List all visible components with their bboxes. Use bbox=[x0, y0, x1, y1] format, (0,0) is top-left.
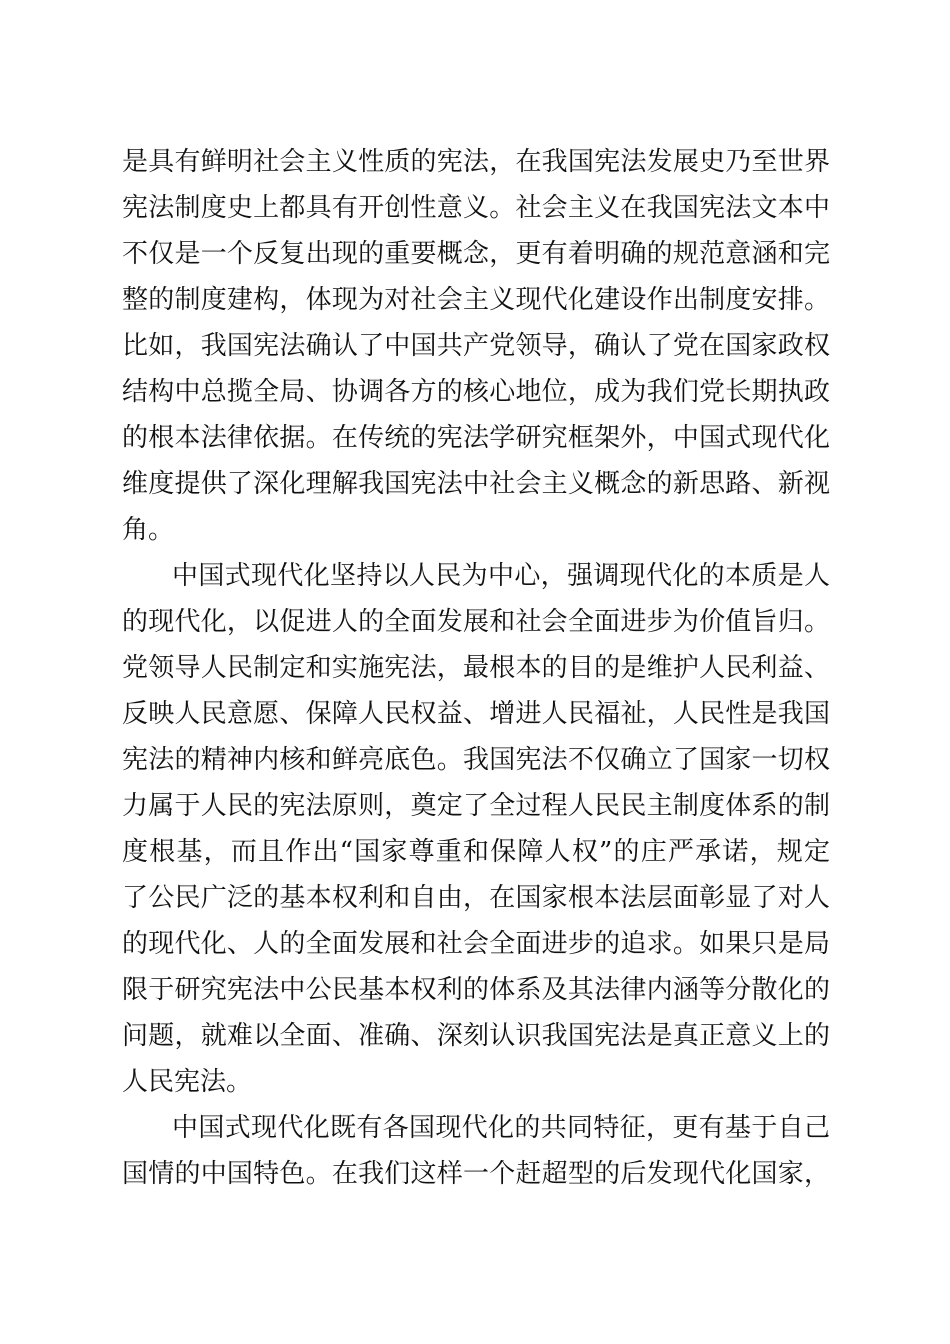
paragraph-1-line-2: 宪法制度史上都具有开创性意义。社会主义在我国宪法文本中 bbox=[122, 193, 830, 223]
paragraph-2-line-7: 度根基，而且作出“国家尊重和保障人权”的庄严承诺，规定 bbox=[122, 837, 830, 867]
paragraph-1-line-3: 不仅是一个反复出现的重要概念，更有着明确的规范意涵和完 bbox=[122, 239, 830, 269]
paragraph-3-line-1: 中国式现代化既有各国现代化的共同特征，更有基于自己 bbox=[172, 1113, 830, 1143]
paragraph-2-line-11: 问题，就难以全面、准确、深刻认识我国宪法是真正意义上的 bbox=[122, 1021, 830, 1051]
paragraph-1-line-7: 的根本法律依据。在传统的宪法学研究框架外，中国式现代化 bbox=[122, 423, 830, 453]
paragraph-2-line-2: 的现代化，以促进人的全面发展和社会全面进步为价值旨归。 bbox=[122, 607, 830, 637]
paragraph-1-line-4: 整的制度建构，体现为对社会主义现代化建设作出制度安排。 bbox=[122, 285, 830, 315]
paragraph-2-line-12: 人民宪法。 bbox=[122, 1067, 253, 1097]
paragraph-2-line-6: 力属于人民的宪法原则，奠定了全过程人民民主制度体系的制 bbox=[122, 791, 830, 821]
paragraph-2-line-3: 党领导人民制定和实施宪法，最根本的目的是维护人民利益、 bbox=[122, 653, 830, 683]
paragraph-1-line-8: 维度提供了深化理解我国宪法中社会主义概念的新思路、新视 bbox=[122, 469, 830, 499]
paragraph-1-line-5: 比如，我国宪法确认了中国共产党领导，确认了党在国家政权 bbox=[122, 331, 830, 361]
paragraph-1-line-6: 结构中总揽全局、协调各方的核心地位，成为我们党长期执政 bbox=[122, 377, 830, 407]
paragraph-1-line-1: 是具有鲜明社会主义性质的宪法，在我国宪法发展史乃至世界 bbox=[122, 147, 830, 177]
paragraph-2-line-1: 中国式现代化坚持以人民为中心，强调现代化的本质是人 bbox=[172, 561, 830, 591]
paragraph-3-line-2: 国情的中国特色。在我们这样一个赶超型的后发现代化国家， bbox=[122, 1159, 830, 1189]
paragraph-2-line-8: 了公民广泛的基本权利和自由，在国家根本法层面彰显了对人 bbox=[122, 883, 830, 913]
paragraph-2-line-10: 限于研究宪法中公民基本权利的体系及其法律内涵等分散化的 bbox=[122, 975, 830, 1005]
paragraph-1-line-9: 角。 bbox=[122, 515, 175, 545]
paragraph-2-line-9: 的现代化、人的全面发展和社会全面进步的追求。如果只是局 bbox=[122, 929, 830, 959]
paragraph-2-line-4: 反映人民意愿、保障人民权益、增进人民福祉，人民性是我国 bbox=[122, 699, 830, 729]
paragraph-2-line-5: 宪法的精神内核和鲜亮底色。我国宪法不仅确立了国家一切权 bbox=[122, 745, 830, 775]
